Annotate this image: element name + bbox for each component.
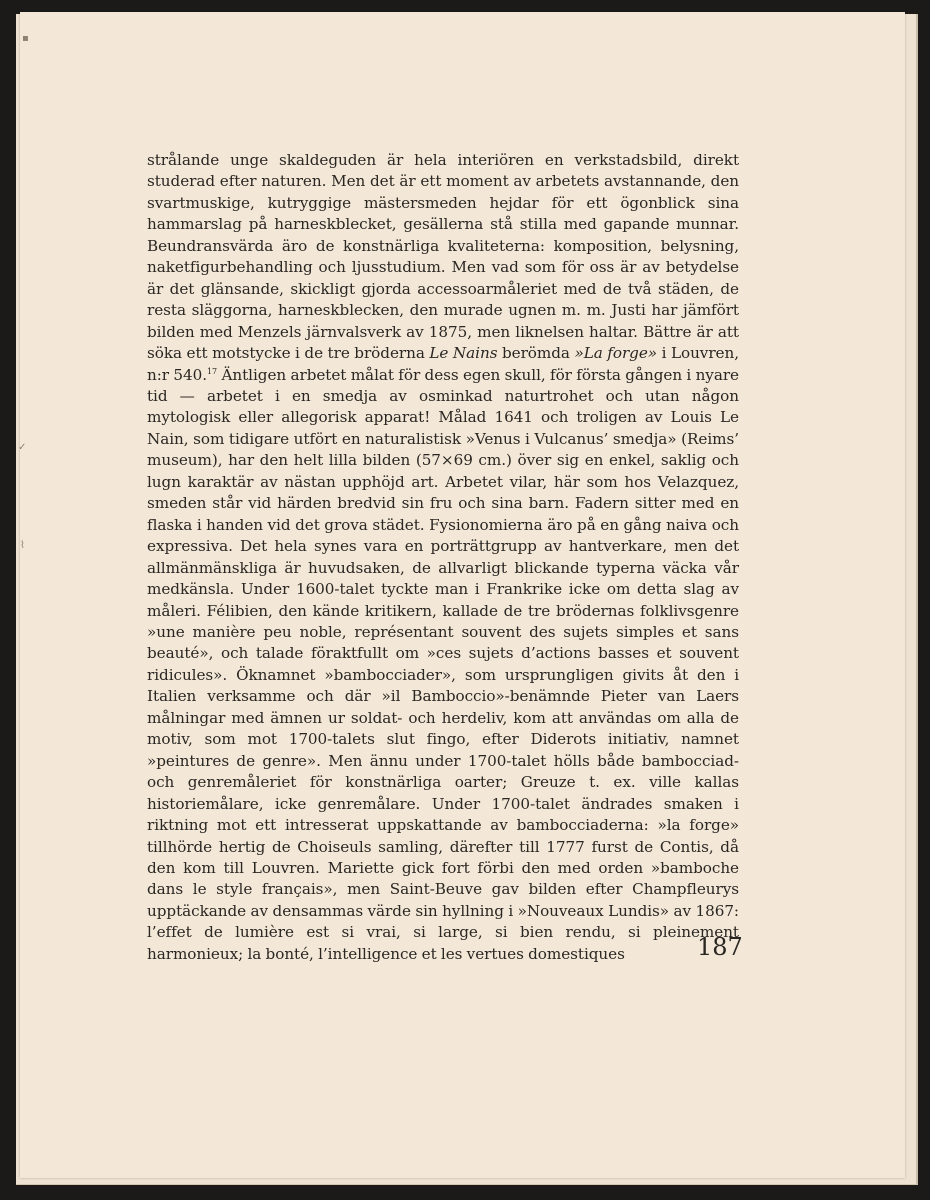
body-text-segment-5: i Louvren, n:r 540. (147, 344, 739, 384)
margin-mark: ⌇ (20, 540, 25, 551)
footnote-reference: 17 (207, 366, 218, 376)
body-text (147, 150, 739, 963)
margin-mark: ▪ (22, 33, 29, 44)
body-text-segment-2: Le Nains (429, 344, 498, 363)
body-text-segment-3: berömda (497, 344, 575, 363)
margin-mark: ✓ (18, 442, 27, 453)
body-text-segment-4: »La forge» (574, 344, 658, 363)
body-text-segment-6: Äntligen arbetet målat för dess egen skull, för första gången i nyare tid — arbetet i en smedja av osminkad naturtrohet och utan någon mytologisk eller allegorisk apparat! Målad 1641 och troligen av Louis Le Nain, som tidigare utfört en naturalistisk »Venus i Vulcanus’ smedja» (Reims’ museum), har den helt lilla bilden (57×69 cm.) över sig en enkel, saklig och lugn karaktär av nästan upphöjd art. Arbetet vilar, här som hos Velazquez, smeden står vid härden bredvid sin fru och sina barn. Fadern sitter med en flaska i handen vid det grova städet. Fysionomierna äro på en gång naiva och expressiva. Det hela synes vara en porträttgrupp av hantverkare, men det allmänmänskliga är huvudsaken, de allvarligt blickande typerna väcka vår medkänsla. Under 1600-talet tyckte man i Frankrike icke om detta slag av måleri. Félibien, den kände kritikern, kallade de tre brödernas folklivsgenre »une manière peu noble, représentant souvent des sujets simples et sans beauté», och talade föraktfullt om »ces sujets d’actions basses et souvent ridicules». Öknamnet »bambocciader», som ursprungligen givits åt den i Italien verksamme och där »il Bamboccio»-benämnde Pieter van Laers målningar med ämnen ur soldat- och herdeliv, kom att användas om alla de motiv, som mot 1700-talets slut fingo, efter Diderots initiativ, namnet »peintures de genre». Men ännu under 1700-talet hölls både bambocciad- och genremåleriet för konstnärliga oarter; Greuze t. ex. ville kallas historiemålare, icke genremålare. Under 1700-talet ändrades smaken i riktning mot ett intresserat uppskattande av bambocciaderna: »la forge» tillhörde hertig de Choiseuls samling, därefter till 1777 furst de Contis, då den kom till Louvren. Mariette gick fort förbi den med orden »bamboche dans le style français», men Saint-Beuve gav bilden efter Champfleurys upptäckande av densammas värde sin hyllning i »Nouveaux Lundis» av 1867: l’effet de lumière est si vrai, si large, si bien rendu, si pleinement harmonieux; la bonté, l’intelligence et les vertues domestiques (147, 365, 739, 963)
page-number: 187 (697, 933, 743, 961)
body-text-segment-1: strålande unge skaldeguden är hela interiören en verkstadsbild, direkt studerad efter naturen. Men det är ett moment av arbetets avstannande, den svartmuskige, kutryggige mästersmeden hejdar för ett ögonblick sina hammarslag på harneskblecket, gesällerna stå stilla med gapande munnar. Beundransvärda äro de konstnärliga kvaliteterna: komposition, belysning, naketfigurbehandling och ljusstudium. Men vad som för oss är av betydelse är det glänsande, skickligt gjorda accessoarmåleriet med de två städen, de resta släggorna, harneskblecken, den murade ugnen m. m. Justi har jämfört bilden med Menzels järnvalsverk av 1875, men liknelsen haltar. Bättre är att söka ett motstycke i de tre bröderna (147, 151, 739, 363)
